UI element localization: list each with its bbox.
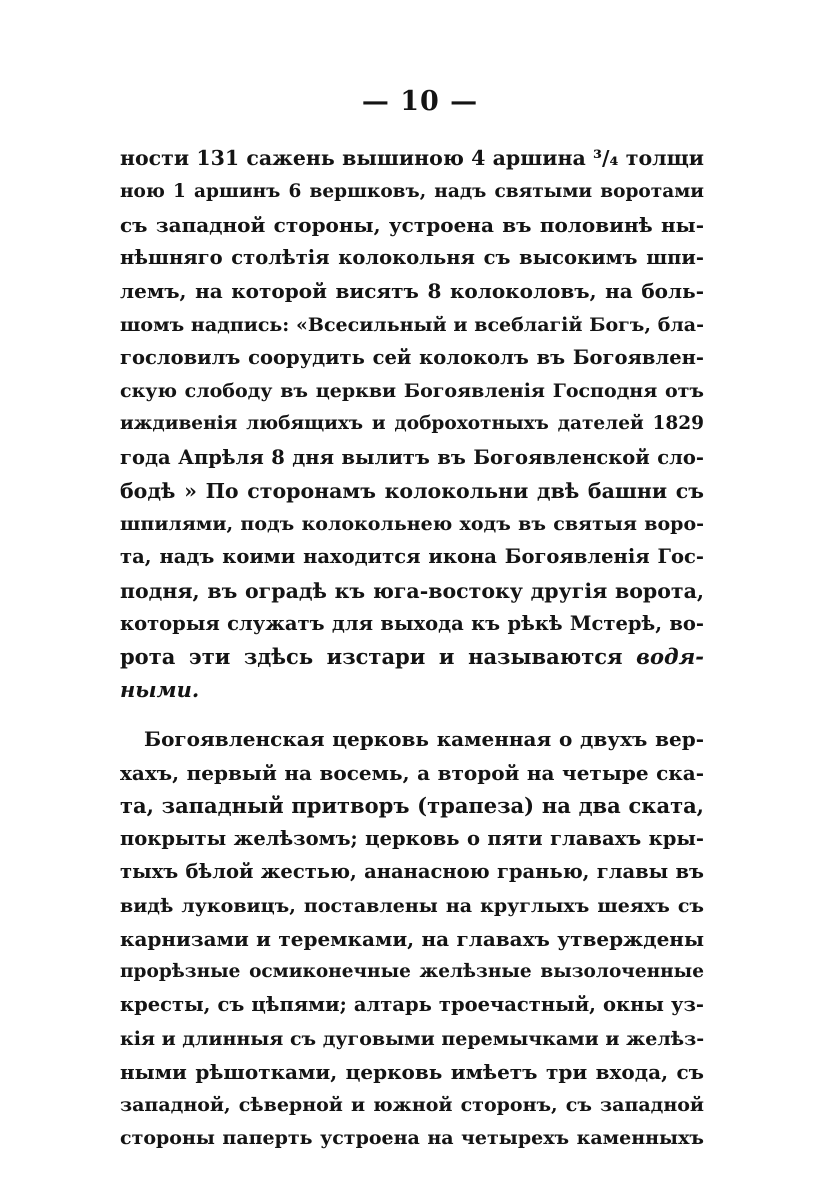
text-line: ности 131 сажень вышиною 4 аршина ³/₄ толщи [120, 146, 704, 170]
text-line: лемъ, на которой висятъ 8 колоколовъ, на боль- [120, 279, 704, 303]
text-line: ною 1 аршинъ 6 вершковъ, надъ святыми воротами [120, 181, 704, 202]
text-line: прорѣзные осмиконечные желѣзные вызолоченные [120, 961, 704, 982]
text-line: подня, въ оградѣ къ юга-востоку другія ворота, [120, 579, 704, 603]
text-line: видѣ луковицъ, поставлены на круглыхъ шеяхъ съ [120, 895, 704, 917]
text-line [120, 675, 704, 705]
text-line: года Апрѣля 8 дня вылитъ въ Богоявленской сло- [120, 446, 704, 469]
italic-word: ными. [120, 677, 200, 702]
page-number: — 10 — [361, 86, 479, 117]
text-line: хахъ, первый на восемь, а второй на четыре ска- [120, 761, 704, 785]
text-line: та, надъ коими находится икона Богоявленія Гос- [120, 545, 704, 568]
text-line: иждивенія любящихъ и доброхотныхъ дателей 1829 [120, 413, 704, 434]
text-line: которыя служатъ для выхода къ рѣкѣ Мстерѣ, во- [120, 612, 704, 635]
text-line: шомъ надпись: «Всесильный и всеблагій Богъ, бла- [120, 314, 704, 336]
text-line: та, западный притворъ (трапеза) на два ската, [120, 793, 704, 818]
text-line: тыхъ бѣлой жестью, ананасною гранью, главы въ [120, 860, 704, 883]
text-line: карнизами и теремками, на главахъ утверждены [120, 927, 704, 951]
text-line: ными рѣшотками, церковь имѣетъ три входа, съ [120, 1060, 704, 1084]
text-line: Богоявленская церковь каменная о двухъ вер- [144, 727, 704, 751]
text-line: стороны паперть устроена на четырехъ каменныхъ [120, 1127, 704, 1149]
text-line: покрыты желѣзомъ; церковь о пяти главахъ кры- [120, 827, 704, 850]
text-line: нѣшняго столѣтія колокольня съ высокимъ шпи- [120, 246, 704, 269]
text-line: скую слободу въ церкви Богоявленія Господня отъ [120, 380, 704, 402]
text-line: западной, сѣверной и южной сторонъ, съ западной [120, 1094, 704, 1116]
text-line: гословилъ соорудить сей колоколъ въ Богоявлен- [120, 346, 704, 369]
text-segment: рота эти здѣсь изстари и называются [120, 644, 637, 669]
text-line: съ западной стороны, устроена въ половинѣ ны- [120, 213, 704, 237]
italic-word: водя- [636, 644, 704, 669]
text-line [120, 642, 704, 672]
text-line: кресты, съ цѣпями; алтарь троечастный, окны уз- [120, 993, 704, 1016]
text-line: бодѣ » По сторонамъ колокольни двѣ башни съ [120, 479, 704, 503]
text-line: кія и длинныя съ дуговыми перемычками и желѣз- [120, 1028, 705, 1050]
text-line: шпилями, подъ колокольнею ходъ въ святыя воро- [120, 513, 704, 535]
